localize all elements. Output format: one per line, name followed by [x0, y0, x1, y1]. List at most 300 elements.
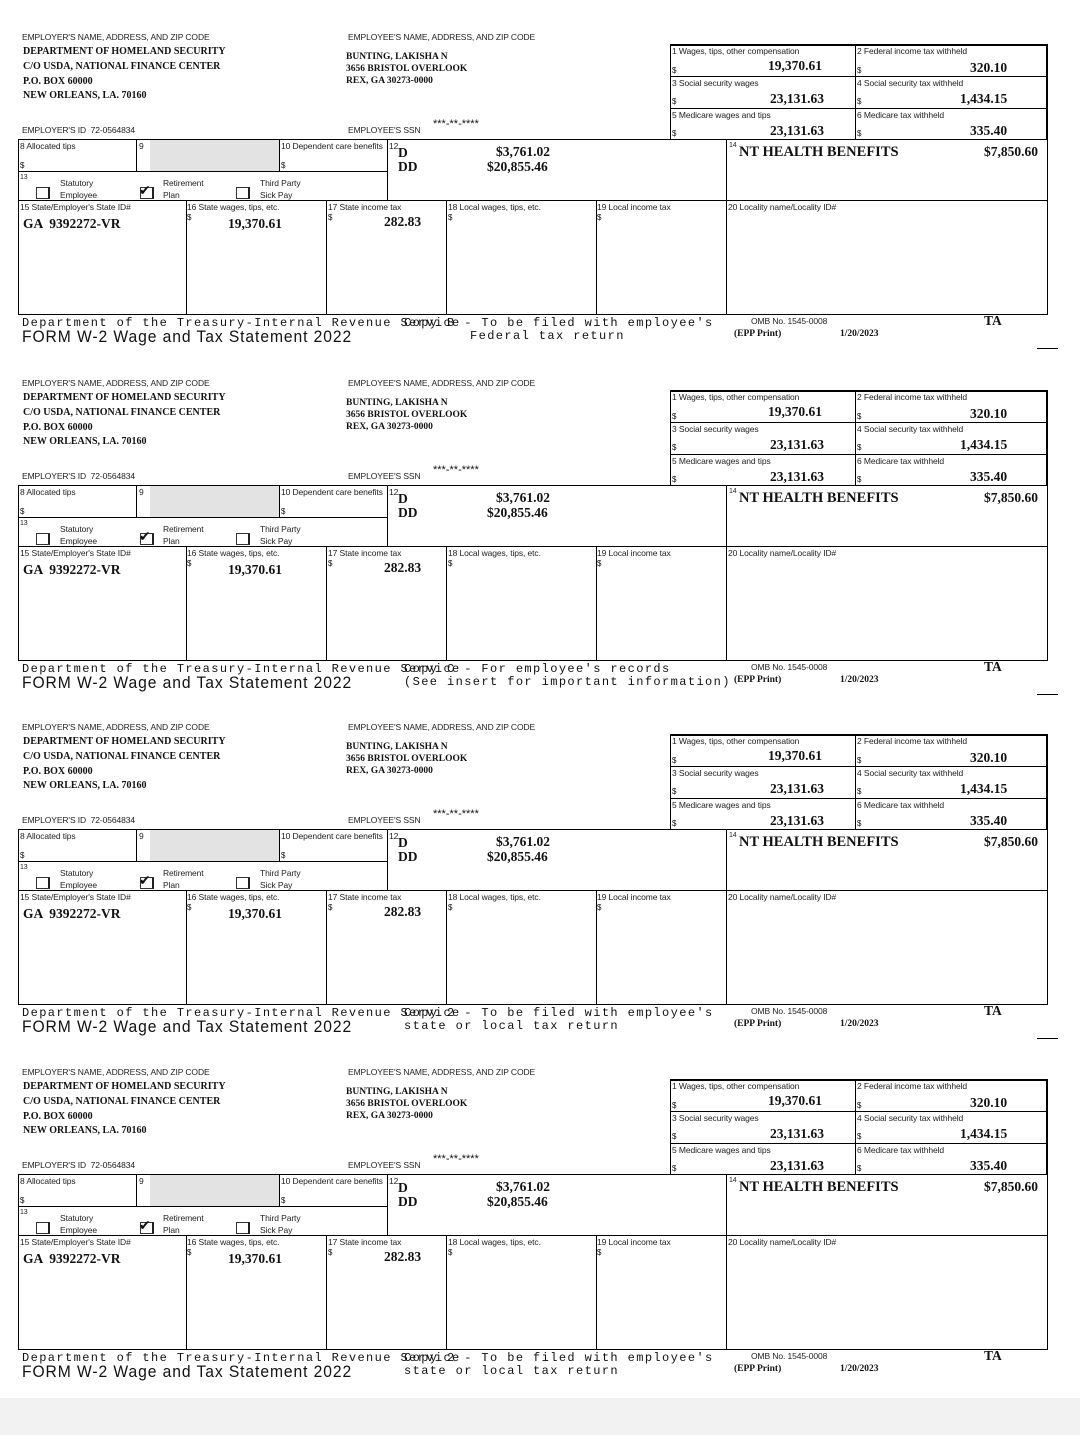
box2-label: 2 Federal income tax withheld: [857, 46, 968, 56]
employee-ssn: ***-**-****: [433, 118, 479, 130]
employer-line-1: DEPARTMENT OF HOMELAND SECURITY: [23, 392, 226, 403]
box17-label: 17 State income tax: [328, 548, 402, 558]
employee-ssn-label: EMPLOYEE'S SSN: [348, 471, 421, 481]
employer-line-3: P.O. BOX 60000: [23, 766, 93, 777]
dollar-sign: $: [448, 1248, 453, 1257]
treasury-line: Department of the Treasury-Internal Revenue Service: [22, 662, 461, 676]
dollar-sign: $: [857, 1164, 862, 1173]
box3-value: 23,131.63: [770, 91, 824, 106]
box14-label: 14: [729, 142, 737, 149]
employee-ssn: ***-**-****: [433, 1153, 479, 1165]
third-party-label-2: Sick Pay: [260, 536, 293, 546]
employee-name: BUNTING, LAKISHA N: [346, 1087, 448, 1097]
box6-value: 335.40: [970, 1158, 1008, 1173]
checkmark-icon: ✔: [139, 529, 151, 545]
employer-line-3: P.O. BOX 60000: [23, 76, 93, 87]
third-party-label-2: Sick Pay: [260, 1225, 293, 1235]
box20-label: 20 Locality name/Locality ID#: [728, 202, 837, 212]
box12-label: 12: [389, 141, 399, 151]
form-title: FORM W-2 Wage and Tax Statement 2022: [22, 1362, 353, 1381]
statutory-label-2: Employee: [60, 536, 97, 546]
retirement-label: Retirement: [163, 524, 204, 534]
checkmark-icon: ✔: [139, 183, 151, 199]
box16-label: 16 State wages, tips, etc.: [187, 202, 280, 212]
dollar-sign: $: [20, 851, 25, 860]
box6-value: 335.40: [970, 469, 1008, 484]
dollar-sign: $: [328, 559, 333, 568]
dollar-sign: $: [857, 819, 862, 828]
box16-label: 16 State wages, tips, etc.: [187, 1237, 280, 1247]
box2-value: 320.10: [970, 1095, 1008, 1110]
box4-value: 1,434.15: [960, 1126, 1008, 1141]
box5-label: 5 Medicare wages and tips: [672, 456, 771, 466]
dollar-sign: $: [597, 213, 602, 222]
omb-number: OMB No. 1545-0008: [751, 316, 828, 326]
employee-city: REX, GA 30273-0000: [346, 766, 433, 776]
dollar-sign: $: [857, 443, 862, 452]
box14-label: 14: [729, 1177, 737, 1184]
statutory-label: Statutory: [60, 524, 94, 534]
box17-value: 282.83: [384, 214, 422, 229]
box14-label: 14: [729, 488, 737, 495]
box13-label: 13: [20, 864, 28, 871]
box17-label: 17 State income tax: [328, 202, 402, 212]
box2-label: 2 Federal income tax withheld: [857, 392, 968, 402]
box4-label: 4 Social security tax withheld: [857, 78, 964, 88]
dollar-sign: $: [857, 129, 862, 138]
box12b-code: DD: [398, 505, 418, 520]
employee-ssn: ***-**-****: [433, 808, 479, 820]
w2-copy-3: [0, 690, 1080, 1034]
box16-label: 16 State wages, tips, etc.: [187, 548, 280, 558]
box12-label: 12: [389, 1176, 399, 1186]
box18-label: 18 Local wages, tips, etc.: [448, 1237, 541, 1247]
box2-label: 2 Federal income tax withheld: [857, 1081, 968, 1091]
dollar-sign: $: [20, 507, 25, 516]
dollar-sign: $: [672, 412, 677, 421]
box1-value: 19,370.61: [768, 1093, 822, 1108]
box2-value: 320.10: [970, 60, 1008, 75]
box12b-amount: $20,855.46: [487, 505, 548, 520]
employee-header-label: EMPLOYEE'S NAME, ADDRESS, AND ZIP CODE: [348, 722, 536, 732]
dollar-sign: $: [857, 66, 862, 75]
box16-value: 19,370.61: [228, 562, 282, 577]
print-date: 1/20/2023: [840, 1019, 879, 1029]
copy-designation: Copy 2 - To be filed with employee's: [404, 1006, 714, 1020]
page-footer-band: [0, 1398, 1080, 1435]
employer-line-2: C/O USDA, NATIONAL FINANCE CENTER: [23, 751, 221, 762]
box12a-code: D: [398, 145, 408, 160]
omb-number: OMB No. 1545-0008: [751, 662, 828, 672]
box1-value: 19,370.61: [768, 748, 822, 763]
employer-id-label: EMPLOYER'S ID 72-0564834: [22, 125, 136, 135]
employee-street: 3656 BRISTOL OVERLOOK: [346, 1099, 468, 1109]
employer-line-4: NEW ORLEANS, LA. 70160: [23, 436, 147, 447]
box9-label: 9: [139, 831, 144, 841]
box14-amount: $7,850.60: [984, 834, 1038, 849]
dollar-sign: $: [672, 97, 677, 106]
employee-street: 3656 BRISTOL OVERLOOK: [346, 754, 468, 764]
box1-label: 1 Wages, tips, other compensation: [672, 46, 800, 56]
employer-line-1: DEPARTMENT OF HOMELAND SECURITY: [23, 736, 226, 747]
box16-value: 19,370.61: [228, 1251, 282, 1266]
box15-label: 15 State/Employer's State ID#: [20, 548, 131, 558]
box6-label: 6 Medicare tax withheld: [857, 1145, 944, 1155]
dollar-sign: $: [857, 475, 862, 484]
box2-value: 320.10: [970, 750, 1008, 765]
box3-value: 23,131.63: [770, 437, 824, 452]
box12b-amount: $20,855.46: [487, 849, 548, 864]
third-party-sick-pay-checkbox[interactable]: [236, 1222, 250, 1234]
box10-label: 10 Dependent care benefits: [281, 1176, 383, 1186]
box20-label: 20 Locality name/Locality ID#: [728, 548, 837, 558]
retirement-label-2: Plan: [163, 190, 180, 200]
third-party-label: Third Party: [260, 1213, 301, 1223]
w2-copy-4: [0, 1035, 1080, 1379]
box4-value: 1,434.15: [960, 91, 1008, 106]
box14-amount: $7,850.60: [984, 144, 1038, 159]
employer-line-4: NEW ORLEANS, LA. 70160: [23, 90, 147, 101]
dollar-sign: $: [672, 1164, 677, 1173]
w2-copy-1: [0, 0, 1080, 344]
dollar-sign: $: [187, 559, 192, 568]
box10-label: 10 Dependent care benefits: [281, 141, 383, 151]
checkmark-icon: ✔: [139, 1218, 151, 1234]
box2-value: 320.10: [970, 406, 1008, 421]
box12a-code: D: [398, 835, 408, 850]
box17-value: 282.83: [384, 1249, 422, 1264]
employer-line-2: C/O USDA, NATIONAL FINANCE CENTER: [23, 1096, 221, 1107]
employee-street: 3656 BRISTOL OVERLOOK: [346, 64, 468, 74]
dollar-sign: $: [672, 819, 677, 828]
employer-line-1: DEPARTMENT OF HOMELAND SECURITY: [23, 46, 226, 57]
epp-print: (EPP Print): [734, 1364, 782, 1374]
dollar-sign: $: [672, 475, 677, 484]
box8-label: 8 Allocated tips: [20, 1176, 76, 1186]
dollar-sign: $: [448, 903, 453, 912]
epp-print: (EPP Print): [734, 675, 782, 685]
epp-print: (EPP Print): [734, 329, 782, 339]
dollar-sign: $: [281, 507, 286, 516]
box3-value: 23,131.63: [770, 1126, 824, 1141]
box15-label: 15 State/Employer's State ID#: [20, 202, 131, 212]
employer-line-3: P.O. BOX 60000: [23, 422, 93, 433]
employer-header-label: EMPLOYER'S NAME, ADDRESS, AND ZIP CODE: [22, 722, 210, 732]
print-date: 1/20/2023: [840, 329, 879, 339]
print-date: 1/20/2023: [840, 1364, 879, 1374]
box5-value: 23,131.63: [770, 469, 824, 484]
dollar-sign: $: [672, 1132, 677, 1141]
box12b-code: DD: [398, 159, 418, 174]
dollar-sign: $: [672, 443, 677, 452]
dollar-sign: $: [328, 213, 333, 222]
copy-designation: Copy B - To be filed with employee's: [404, 316, 714, 330]
epp-print: (EPP Print): [734, 1019, 782, 1029]
dollar-sign: $: [281, 161, 286, 170]
dollar-sign: $: [187, 903, 192, 912]
third-party-label-2: Sick Pay: [260, 190, 293, 200]
employee-city: REX, GA 30273-0000: [346, 422, 433, 432]
box14-description: NT HEALTH BENEFITS: [739, 1179, 899, 1195]
box5-value: 23,131.63: [770, 813, 824, 828]
box3-label: 3 Social security wages: [672, 424, 759, 434]
code-ta: TA: [984, 1003, 1002, 1018]
box15-value: GA 9392272-VR: [23, 1251, 121, 1266]
dollar-sign: $: [597, 1248, 602, 1257]
box12a-code: D: [398, 1180, 408, 1195]
box14-amount: $7,850.60: [984, 490, 1038, 505]
statutory-label-2: Employee: [60, 190, 97, 200]
print-date: 1/20/2023: [840, 675, 879, 685]
employee-ssn-label: EMPLOYEE'S SSN: [348, 125, 421, 135]
employee-street: 3656 BRISTOL OVERLOOK: [346, 410, 468, 420]
treasury-line: Department of the Treasury-Internal Revenue Service: [22, 316, 461, 330]
box17-label: 17 State income tax: [328, 1237, 402, 1247]
copy-instructions: (See insert for important information): [404, 675, 731, 689]
box14-label: 14: [729, 832, 737, 839]
box17-value: 282.83: [384, 904, 422, 919]
box12a-amount: $3,761.02: [496, 1179, 550, 1194]
employee-ssn: ***-**-****: [433, 464, 479, 476]
employer-line-2: C/O USDA, NATIONAL FINANCE CENTER: [23, 407, 221, 418]
box2-label: 2 Federal income tax withheld: [857, 736, 968, 746]
box4-value: 1,434.15: [960, 437, 1008, 452]
box14-description: NT HEALTH BENEFITS: [739, 144, 899, 160]
box6-label: 6 Medicare tax withheld: [857, 800, 944, 810]
dollar-sign: $: [672, 66, 677, 75]
employer-id-label: EMPLOYER'S ID 72-0564834: [22, 471, 136, 481]
box15-value: GA 9392272-VR: [23, 906, 121, 921]
box4-label: 4 Social security tax withheld: [857, 768, 964, 778]
dollar-sign: $: [857, 787, 862, 796]
box12b-code: DD: [398, 1194, 418, 1209]
code-ta: TA: [984, 1348, 1002, 1363]
dollar-sign: $: [857, 412, 862, 421]
box9-label: 9: [139, 1176, 144, 1186]
third-party-label-2: Sick Pay: [260, 880, 293, 890]
box13-label: 13: [20, 174, 28, 181]
copy-instructions: Federal tax return: [470, 329, 625, 343]
box6-label: 6 Medicare tax withheld: [857, 110, 944, 120]
retirement-label-2: Plan: [163, 880, 180, 890]
copy-instructions: state or local tax return: [404, 1019, 620, 1033]
statutory-employee-checkbox[interactable]: [36, 187, 50, 199]
code-ta: TA: [984, 313, 1002, 328]
form-title: FORM W-2 Wage and Tax Statement 2022: [22, 673, 353, 692]
dollar-sign: $: [20, 161, 25, 170]
dollar-sign: $: [20, 1196, 25, 1205]
employee-name: BUNTING, LAKISHA N: [346, 398, 448, 408]
box4-label: 4 Social security tax withheld: [857, 1113, 964, 1123]
dollar-sign: $: [281, 851, 286, 860]
dollar-sign: $: [328, 903, 333, 912]
dollar-sign: $: [187, 213, 192, 222]
retirement-label-2: Plan: [163, 536, 180, 546]
statutory-label: Statutory: [60, 178, 94, 188]
employee-header-label: EMPLOYEE'S NAME, ADDRESS, AND ZIP CODE: [348, 1067, 536, 1077]
dollar-sign: $: [857, 1132, 862, 1141]
box4-value: 1,434.15: [960, 781, 1008, 796]
dollar-sign: $: [672, 756, 677, 765]
box16-label: 16 State wages, tips, etc.: [187, 892, 280, 902]
box3-value: 23,131.63: [770, 781, 824, 796]
box12a-amount: $3,761.02: [496, 490, 550, 505]
retirement-label: Retirement: [163, 1213, 204, 1223]
checkmark-icon: ✔: [139, 873, 151, 889]
dollar-sign: $: [187, 1248, 192, 1257]
box14-description: NT HEALTH BENEFITS: [739, 834, 899, 850]
box1-value: 19,370.61: [768, 404, 822, 419]
box5-label: 5 Medicare wages and tips: [672, 110, 771, 120]
box13-label: 13: [20, 520, 28, 527]
dollar-sign: $: [448, 213, 453, 222]
statutory-label: Statutory: [60, 1213, 94, 1223]
code-ta: TA: [984, 659, 1002, 674]
box9-label: 9: [139, 487, 144, 497]
third-party-sick-pay-checkbox[interactable]: [236, 877, 250, 889]
box10-label: 10 Dependent care benefits: [281, 487, 383, 497]
box15-value: GA 9392272-VR: [23, 216, 121, 231]
retirement-label: Retirement: [163, 868, 204, 878]
box6-value: 335.40: [970, 123, 1008, 138]
box1-label: 1 Wages, tips, other compensation: [672, 736, 800, 746]
employer-header-label: EMPLOYER'S NAME, ADDRESS, AND ZIP CODE: [22, 378, 210, 388]
box12b-amount: $20,855.46: [487, 159, 548, 174]
w2-copy-2: [0, 346, 1080, 690]
employee-city: REX, GA 30273-0000: [346, 1111, 433, 1121]
box6-value: 335.40: [970, 813, 1008, 828]
employee-ssn-label: EMPLOYEE'S SSN: [348, 815, 421, 825]
box4-label: 4 Social security tax withheld: [857, 424, 964, 434]
dollar-sign: $: [672, 1101, 677, 1110]
retirement-label-2: Plan: [163, 1225, 180, 1235]
box14-description: NT HEALTH BENEFITS: [739, 490, 899, 506]
employee-name: BUNTING, LAKISHA N: [346, 52, 448, 62]
dollar-sign: $: [448, 559, 453, 568]
box15-value: GA 9392272-VR: [23, 562, 121, 577]
box8-label: 8 Allocated tips: [20, 487, 76, 497]
box19-label: 19 Local income tax: [597, 548, 671, 558]
box3-label: 3 Social security wages: [672, 768, 759, 778]
box18-label: 18 Local wages, tips, etc.: [448, 202, 541, 212]
box6-label: 6 Medicare tax withheld: [857, 456, 944, 466]
box9-shaded: [150, 1175, 279, 1206]
dollar-sign: $: [597, 559, 602, 568]
box10-label: 10 Dependent care benefits: [281, 831, 383, 841]
statutory-employee-checkbox[interactable]: [36, 533, 50, 545]
box12-label: 12: [389, 831, 399, 841]
box12a-code: D: [398, 491, 408, 506]
box18-label: 18 Local wages, tips, etc.: [448, 548, 541, 558]
box1-value: 19,370.61: [768, 58, 822, 73]
copy-designation: Copy 2 - To be filed with employee's: [404, 1351, 714, 1365]
box15-label: 15 State/Employer's State ID#: [20, 1237, 131, 1247]
statutory-label-2: Employee: [60, 1225, 97, 1235]
employee-name: BUNTING, LAKISHA N: [346, 742, 448, 752]
box12a-amount: $3,761.02: [496, 144, 550, 159]
treasury-line: Department of the Treasury-Internal Revenue Service: [22, 1006, 461, 1020]
box5-value: 23,131.63: [770, 123, 824, 138]
copy-instructions: state or local tax return: [404, 1364, 620, 1378]
box18-label: 18 Local wages, tips, etc.: [448, 892, 541, 902]
box12b-code: DD: [398, 849, 418, 864]
box12b-amount: $20,855.46: [487, 1194, 548, 1209]
box17-value: 282.83: [384, 560, 422, 575]
box19-label: 19 Local income tax: [597, 892, 671, 902]
box1-label: 1 Wages, tips, other compensation: [672, 392, 800, 402]
statutory-employee-checkbox[interactable]: [36, 877, 50, 889]
dollar-sign: $: [857, 756, 862, 765]
box9-shaded: [150, 830, 279, 861]
employer-line-4: NEW ORLEANS, LA. 70160: [23, 1125, 147, 1136]
omb-number: OMB No. 1545-0008: [751, 1006, 828, 1016]
box16-value: 19,370.61: [228, 216, 282, 231]
retirement-label: Retirement: [163, 178, 204, 188]
employer-id-label: EMPLOYER'S ID 72-0564834: [22, 815, 136, 825]
box1-label: 1 Wages, tips, other compensation: [672, 1081, 800, 1091]
box8-label: 8 Allocated tips: [20, 141, 76, 151]
box19-label: 19 Local income tax: [597, 202, 671, 212]
box5-label: 5 Medicare wages and tips: [672, 800, 771, 810]
box8-label: 8 Allocated tips: [20, 831, 76, 841]
employer-line-1: DEPARTMENT OF HOMELAND SECURITY: [23, 1081, 226, 1092]
statutory-label: Statutory: [60, 868, 94, 878]
copy-designation: Copy C - For employee's records: [404, 662, 671, 676]
employer-line-3: P.O. BOX 60000: [23, 1111, 93, 1122]
box20-label: 20 Locality name/Locality ID#: [728, 892, 837, 902]
employer-line-4: NEW ORLEANS, LA. 70160: [23, 780, 147, 791]
employer-id-label: EMPLOYER'S ID 72-0564834: [22, 1160, 136, 1170]
box3-label: 3 Social security wages: [672, 78, 759, 88]
dollar-sign: $: [672, 787, 677, 796]
box17-label: 17 State income tax: [328, 892, 402, 902]
third-party-sick-pay-checkbox[interactable]: [236, 187, 250, 199]
box9-label: 9: [139, 141, 144, 151]
employer-header-label: EMPLOYER'S NAME, ADDRESS, AND ZIP CODE: [22, 1067, 210, 1077]
box13-label: 13: [20, 1209, 28, 1216]
employee-header-label: EMPLOYEE'S NAME, ADDRESS, AND ZIP CODE: [348, 32, 536, 42]
box14-amount: $7,850.60: [984, 1179, 1038, 1194]
treasury-line: Department of the Treasury-Internal Revenue Service: [22, 1351, 461, 1365]
box16-value: 19,370.61: [228, 906, 282, 921]
box19-label: 19 Local income tax: [597, 1237, 671, 1247]
employee-header-label: EMPLOYEE'S NAME, ADDRESS, AND ZIP CODE: [348, 378, 536, 388]
box9-shaded: [150, 486, 279, 517]
third-party-label: Third Party: [260, 178, 301, 188]
box9-shaded: [150, 140, 279, 171]
third-party-label: Third Party: [260, 868, 301, 878]
dollar-sign: $: [328, 1248, 333, 1257]
statutory-employee-checkbox[interactable]: [36, 1222, 50, 1234]
dollar-sign: $: [857, 1101, 862, 1110]
dollar-sign: $: [857, 97, 862, 106]
box5-value: 23,131.63: [770, 1158, 824, 1173]
statutory-label-2: Employee: [60, 880, 97, 890]
third-party-sick-pay-checkbox[interactable]: [236, 533, 250, 545]
box12a-amount: $3,761.02: [496, 834, 550, 849]
employer-line-2: C/O USDA, NATIONAL FINANCE CENTER: [23, 61, 221, 72]
third-party-label: Third Party: [260, 524, 301, 534]
employee-city: REX, GA 30273-0000: [346, 76, 433, 86]
form-title: FORM W-2 Wage and Tax Statement 2022: [22, 1017, 353, 1036]
box20-label: 20 Locality name/Locality ID#: [728, 1237, 837, 1247]
box3-label: 3 Social security wages: [672, 1113, 759, 1123]
dollar-sign: $: [281, 1196, 286, 1205]
form-title: FORM W-2 Wage and Tax Statement 2022: [22, 327, 353, 346]
omb-number: OMB No. 1545-0008: [751, 1351, 828, 1361]
employee-ssn-label: EMPLOYEE'S SSN: [348, 1160, 421, 1170]
box15-label: 15 State/Employer's State ID#: [20, 892, 131, 902]
